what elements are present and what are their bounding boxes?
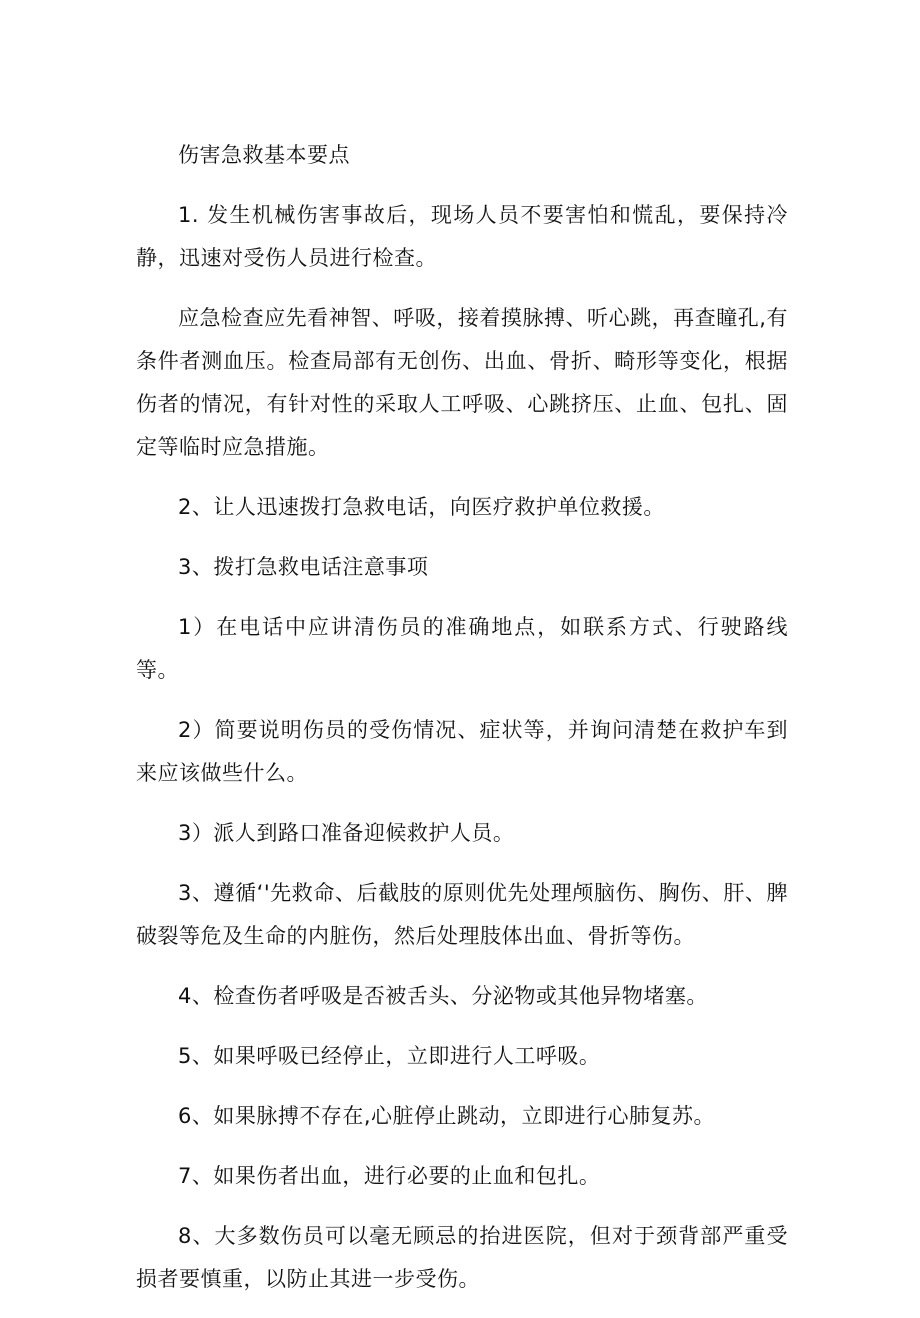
paragraph-10: 5、如果呼吸已经停止，立即进行人工呼吸。: [178, 1044, 601, 1068]
paragraph-5: 1）在电话中应讲清伤员的准确地点，如联系方式、行驶路线等。: [136, 615, 788, 682]
paragraph-8: 3、遵循‘'先救命、后截肢的原则优先处理颅脑伤、胸伤、肝、脾破裂等危及生命的内脏伤，然后处理肢体出血、骨折等伤。: [136, 881, 788, 948]
document-body: [136, 134, 788, 1318]
document-title: 伤害急救基本要点: [178, 143, 350, 167]
paragraph-3: 2、让人迅速拨打急救电话，向医疗救护单位救援。: [178, 495, 665, 519]
paragraph-11: 6、如果脉搏不存在,心脏停止跳动，立即进行心肺复苏。: [178, 1104, 716, 1128]
paragraph-6: 2）简要说明伤员的受伤情况、症状等，并询问清楚在救护车到来应该做些什么。: [136, 718, 788, 785]
paragraph-1: 1. 发生机械伤害事故后，现场人员不要害怕和慌乱，要保持冷静，迅速对受伤人员进行检查。: [136, 203, 788, 270]
paragraph-13: 8、大多数伤员可以毫无顾忌的抬进医院，但对于颈背部严重受损者要慎重，以防止其进一步受伤。: [136, 1224, 788, 1291]
paragraph-7: 3）派人到路口准备迎候救护人员。: [178, 821, 515, 845]
paragraph-12: 7、如果伤者出血，进行必要的止血和包扎。: [178, 1164, 601, 1188]
paragraph-2: 应急检查应先看神智、呼吸，接着摸脉搏、听心跳，再查瞳孔,有条件者测血压。检查局部有无创伤、出血、骨折、畸形等变化，根据伤者的情况，有针对性的采取人工呼吸、心跳挤压、止血、包扎、固定等临时应急措施。: [136, 306, 788, 459]
paragraph-4: 3、拨打急救电话注意事项: [178, 555, 429, 579]
paragraph-9: 4、检查伤者呼吸是否被舌头、分泌物或其他异物堵塞。: [178, 984, 708, 1008]
